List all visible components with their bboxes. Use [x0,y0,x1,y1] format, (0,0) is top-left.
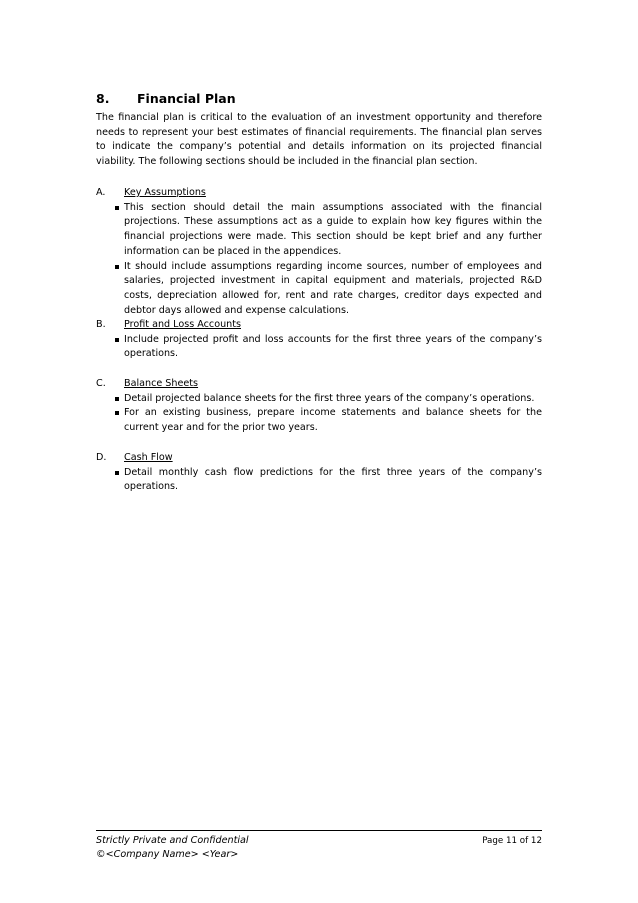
list-item-text: For an existing business, prepare income statements and balance sheets for the current year and for the prior two years. [124,407,542,434]
section-title: Financial Plan [137,91,236,106]
subsection-title: Profit and Loss Accounts [124,319,241,330]
bullet-square-icon [115,338,119,342]
intro-paragraph: The financial plan is critical to the evaluation of an investment opportunity and therefore needs to represent your best estimates of financial requirements. The financial plan serves to indicate the company’s potential and details information on its projected financial viability. The following sections should be included in the financial plan section. [96,112,542,168]
bullet-square-icon [115,206,119,210]
list-item [96,406,542,435]
bullet-square-icon [115,471,119,475]
list-item [96,201,542,260]
list-item-text: Include projected profit and loss accounts for the first three years of the company’s operations. [124,333,542,360]
subsection-header [96,186,542,201]
list-item-text: Detail projected balance sheets for the first three years of the company’s operations. [124,392,535,404]
list-item [96,333,542,362]
bullet-square-icon [115,397,119,401]
subsection-cash-flow [96,451,542,495]
subsection-letter: A. [96,187,106,198]
subsection-title: Key Assumptions [124,187,206,198]
section-heading [96,91,236,106]
footer-copyright: ©<Company Name> <Year> [96,849,239,860]
list-item [96,392,542,407]
page-number: Page 11 of 12 [482,836,542,846]
subsection-header [96,377,542,392]
bullet-list [96,466,542,495]
subsection-header [96,318,542,333]
list-item [96,260,542,319]
footer-confidential: Strictly Private and Confidential [96,835,249,846]
list-item-text: This section should detail the main assumptions associated with the financial projections. These assumptions act as a guide to explain how key figures within the financial projections were made. This section should be kept brief and any further information can be placed in the appendices. [124,201,542,257]
bullet-list [96,201,542,319]
list-item [96,466,542,495]
subsection-profit-loss [96,318,542,362]
subsection-key-assumptions [96,186,542,318]
subsection-letter: D. [96,452,107,463]
bullet-square-icon [115,411,119,415]
footer-notice [96,834,249,862]
section-number: 8. [96,91,110,106]
subsection-header [96,451,542,466]
footer-divider [96,830,542,831]
list-item-text: It should include assumptions regarding income sources, number of employees and salaries, projected investment in capital equipment and materials, projected R&D costs, depreciation allowed for, rent and rate charges, creditor days expected and debtor days allowed and expense calculations. [124,260,542,316]
subsection-balance-sheets [96,377,542,436]
list-item-text: Detail monthly cash flow predictions for the first three years of the company’s operations. [124,466,542,493]
subsection-letter: B. [96,319,106,330]
bullet-list [96,392,542,436]
subsection-title: Cash Flow [124,452,173,463]
bullet-list [96,333,542,362]
subsection-letter: C. [96,378,106,389]
subsection-title: Balance Sheets [124,378,199,389]
bullet-square-icon [115,265,119,269]
